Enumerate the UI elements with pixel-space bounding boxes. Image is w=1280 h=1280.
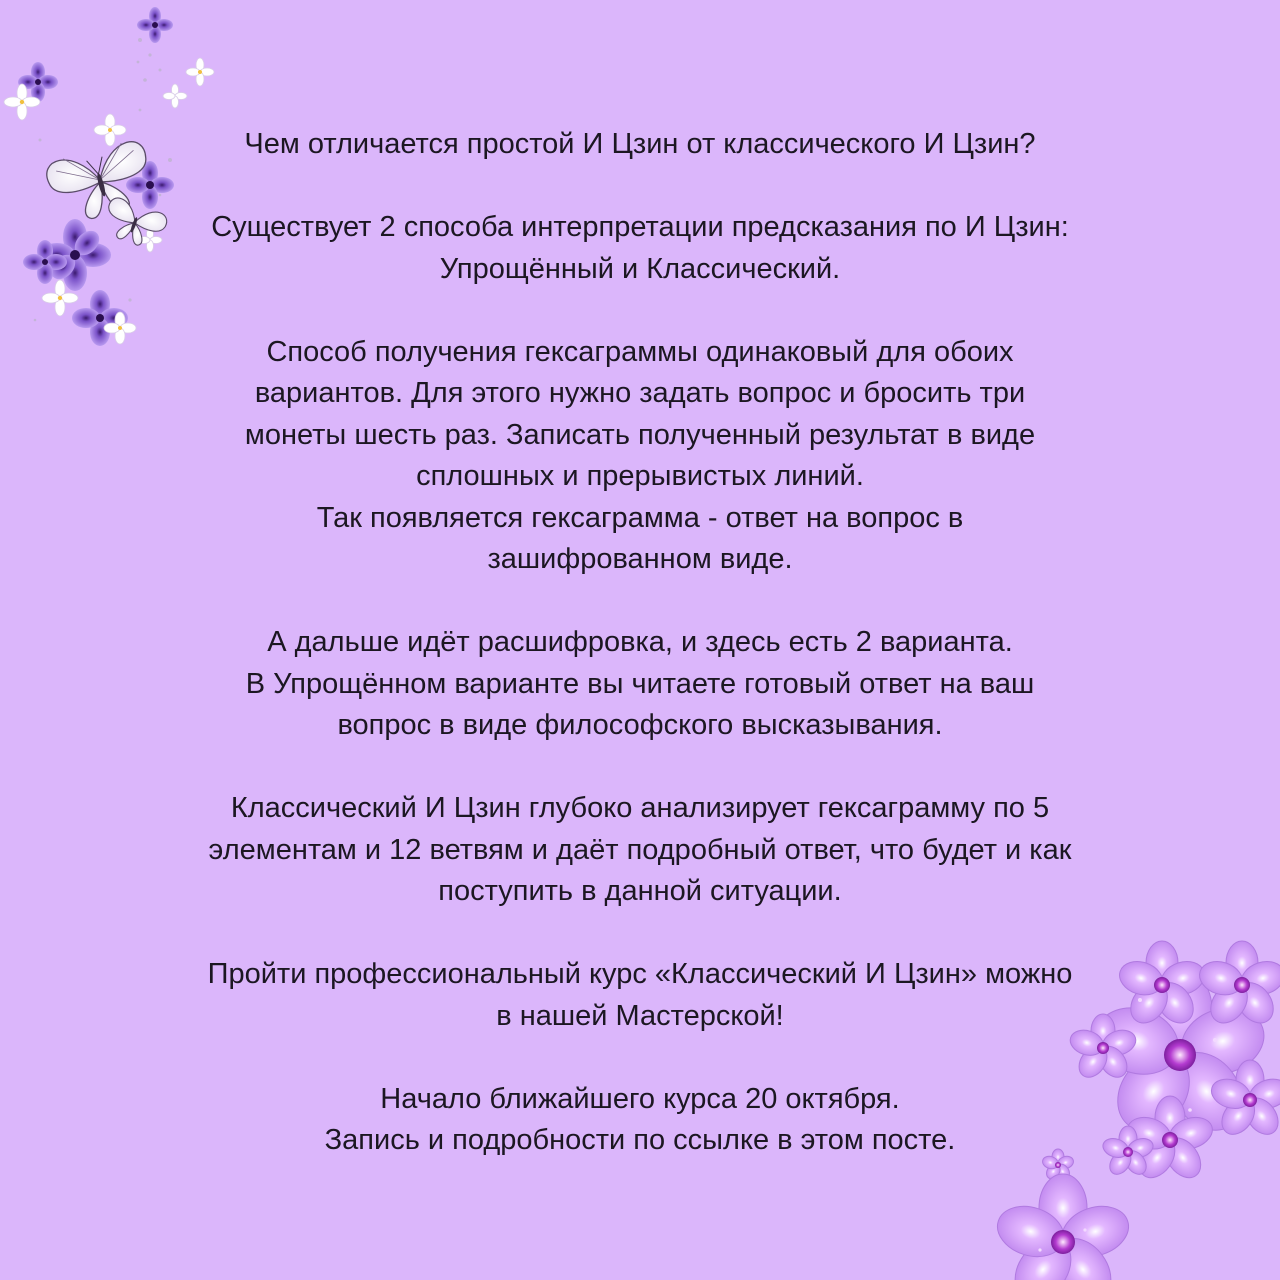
paragraph-methods <box>140 207 1140 290</box>
paragraph-decoding <box>140 622 1140 747</box>
paragraph-classic <box>140 788 1140 913</box>
pink-flower-9 <box>991 1174 1135 1280</box>
post-title <box>140 124 1140 166</box>
text-line: Пройти профессиональный курс «Классический И Цзин» можно <box>207 958 1073 990</box>
title-line: Чем отличается простой И Цзин от классического И Цзин? <box>244 128 1036 160</box>
text-line: А дальше идёт расшифровка, и здесь есть 2 варианта. <box>267 626 1013 658</box>
text-line: в нашей Мастерской! <box>496 999 784 1032</box>
paragraph-course <box>140 954 1140 1037</box>
text-line: Классический И Цзин глубоко анализирует гексаграмму по 5 <box>230 792 1050 824</box>
text-line: Упрощённый и Классический. <box>439 252 841 285</box>
text-line: Запись и подробности по ссылке в этом посте. <box>324 1124 956 1156</box>
text-line: монеты шесть раз. Записать полученный результат в виде <box>244 418 1036 451</box>
text-line: сплошных и прерывистых линий. <box>416 460 864 492</box>
text-line: элементам и 12 ветвям и даёт подробный ответ, что будет и как <box>208 833 1072 866</box>
text-line: вопрос в виде философского высказывания. <box>337 709 943 741</box>
text-line: Так появляется гексаграмма - ответ на вопрос в <box>316 501 964 534</box>
paragraph-start-date <box>140 1079 1140 1162</box>
text-line: Способ получения гексаграммы одинаковый для обоих <box>266 335 1014 368</box>
paragraph-hexagram <box>140 332 1140 581</box>
text-line: зашифрованном виде. <box>487 543 793 575</box>
text-line: Существует 2 способа интерпретации предсказания по И Цзин: <box>211 211 1069 243</box>
violet-flower-1 <box>137 7 173 43</box>
text-line: Начало ближайшего курса 20 октября. <box>380 1082 900 1115</box>
post-text <box>140 124 1140 1162</box>
text-line: В Упрощённом варианте вы читаете готовый ответ на ваш <box>245 667 1035 700</box>
text-line: вариантов. Для этого нужно задать вопрос и бросить три <box>254 377 1026 409</box>
text-line: поступить в данной ситуации. <box>438 875 842 907</box>
